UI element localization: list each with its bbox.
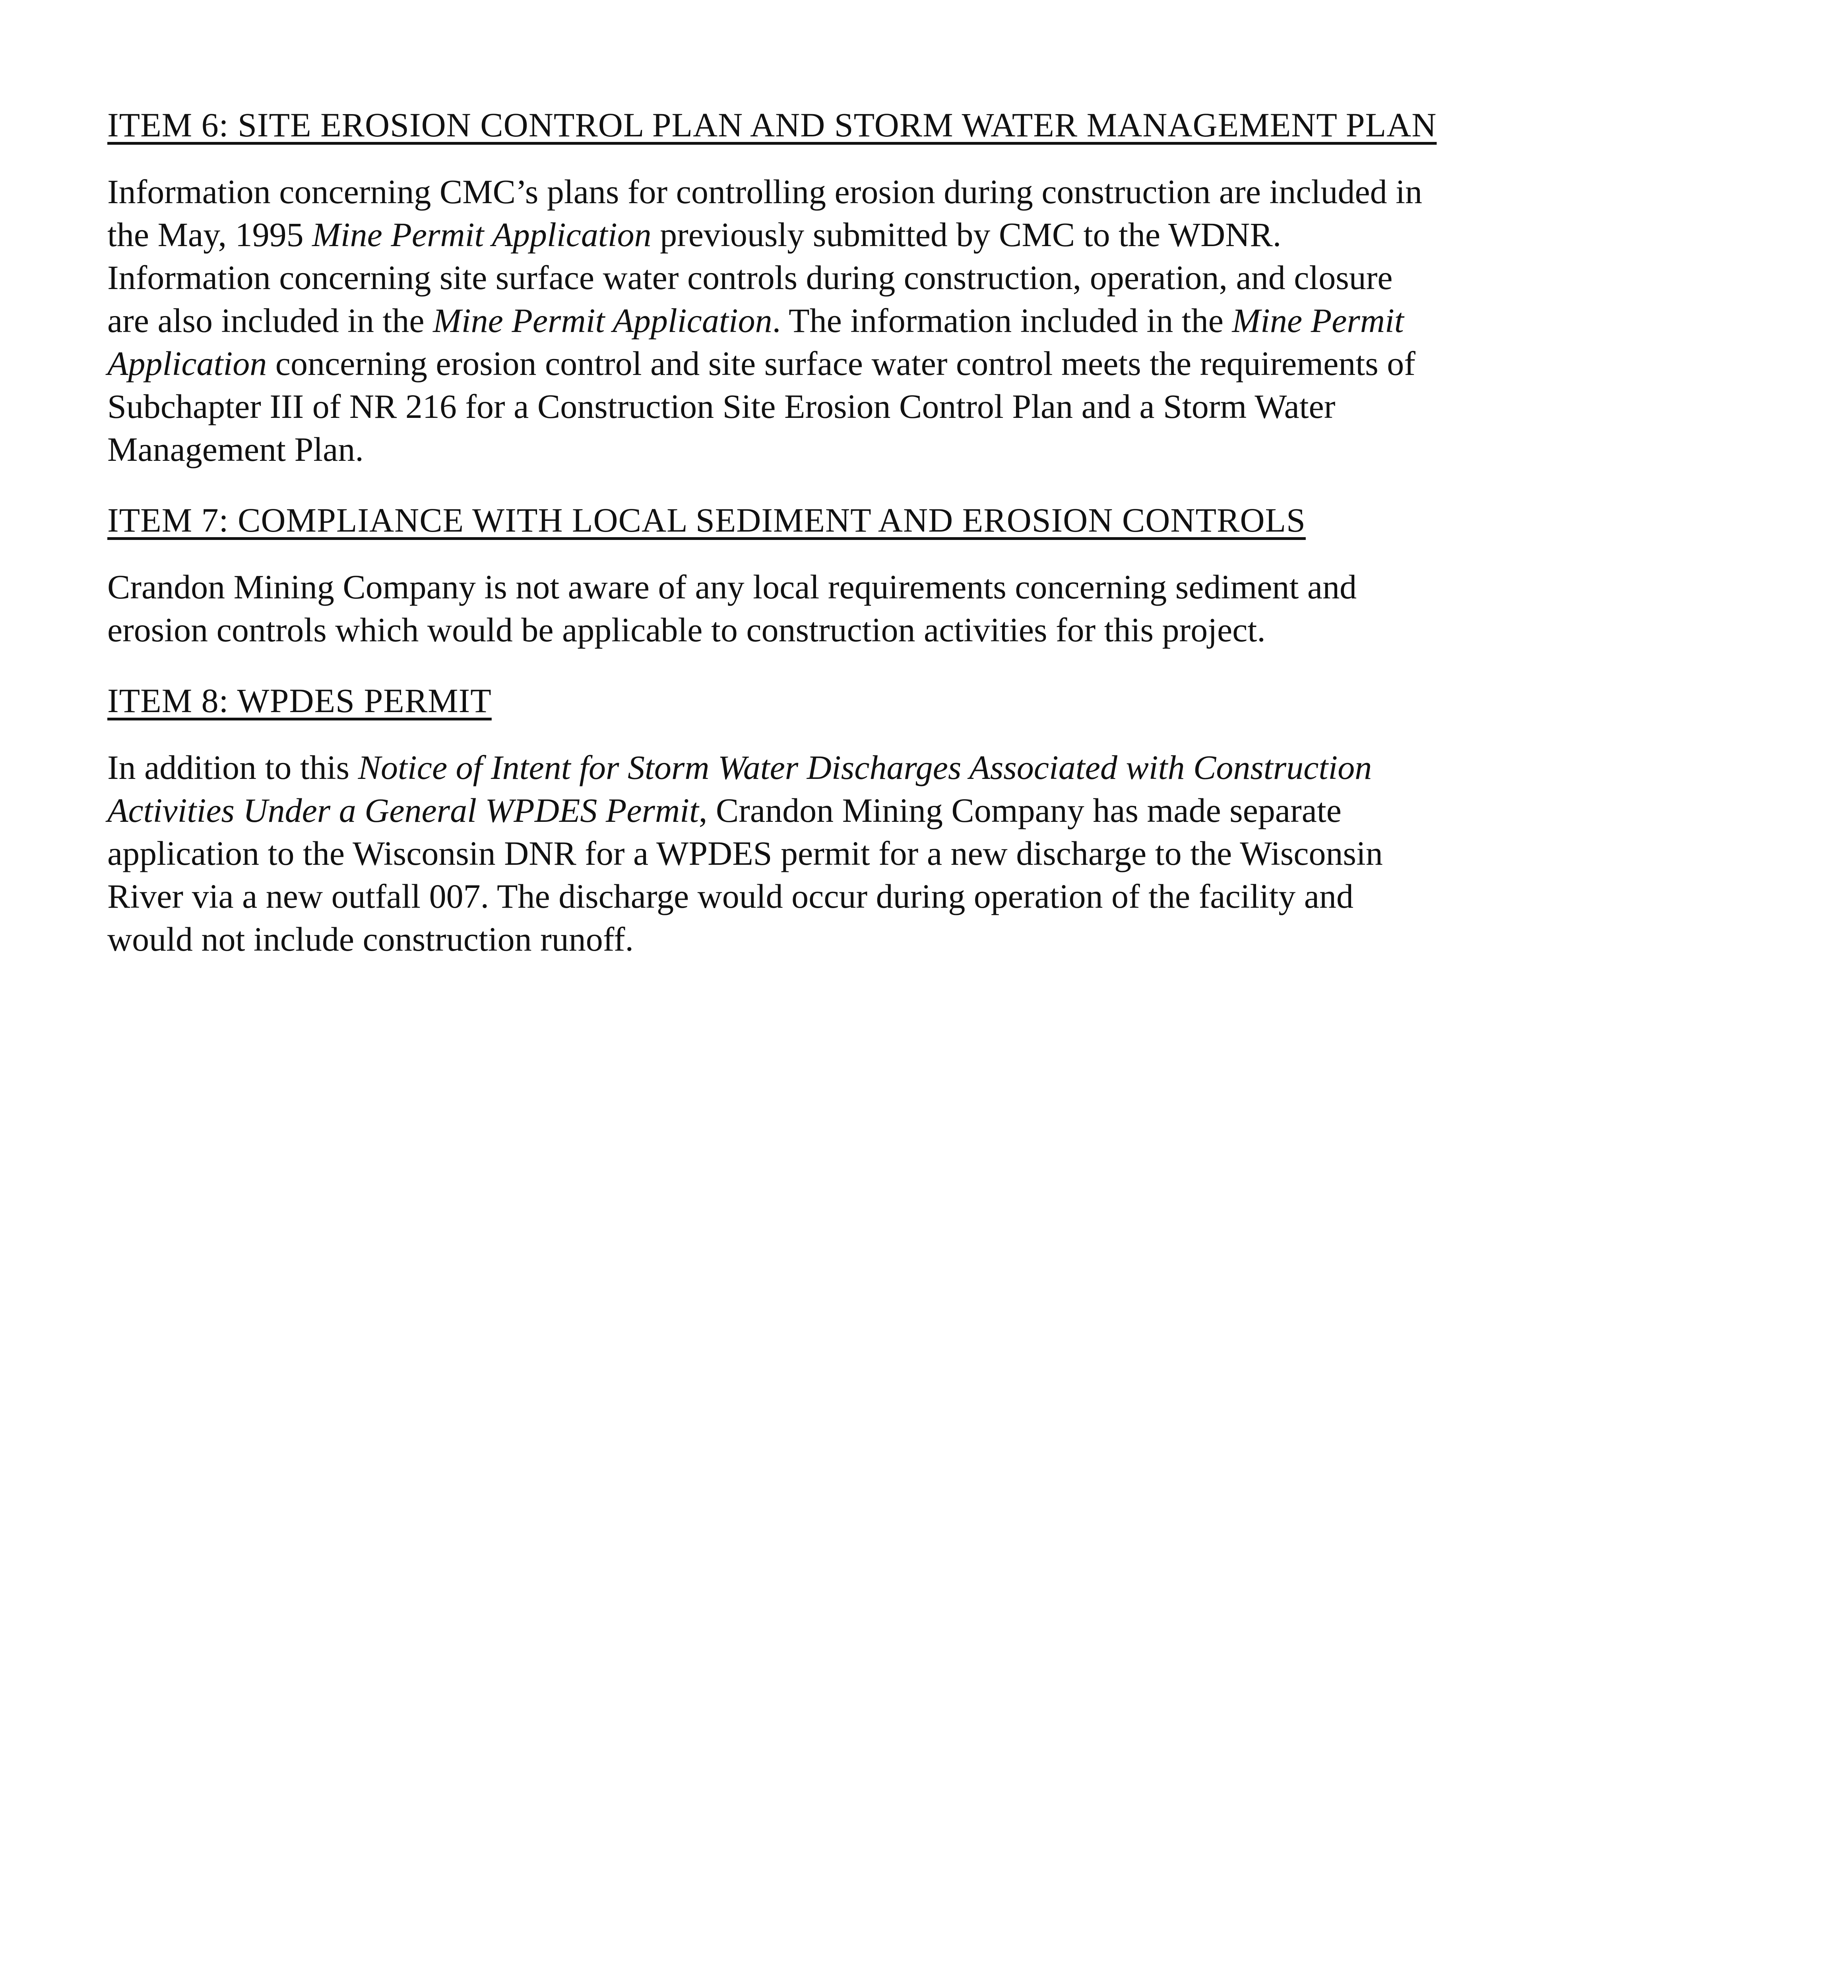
text-run: In addition to this (107, 748, 358, 786)
item-8-heading: ITEM 8: WPDES PERMIT (107, 681, 492, 720)
paragraph-line (107, 789, 1658, 832)
text-run: would not include construction runoff. (107, 920, 634, 958)
italic-title: Mine Permit (1232, 301, 1404, 340)
italic-title: Mine Permit Application (433, 301, 772, 340)
italic-title: Application (107, 344, 267, 382)
section-spacer (107, 651, 1658, 679)
paragraph-line (107, 428, 1658, 471)
text-run: are also included in the (107, 301, 433, 340)
text-run: , Crandon Mining Company has made separate (698, 791, 1342, 829)
text-run: erosion controls which would be applicable to construction activities for this project. (107, 611, 1266, 649)
text-run: Subchapter III of NR 216 for a Construction Site Erosion Control Plan and a Storm Water (107, 387, 1336, 425)
text-run: the May, 1995 (107, 215, 312, 254)
text-run: Information concerning CMC’s plans for controlling erosion during construction are included in (107, 173, 1422, 211)
paragraph-line (107, 385, 1658, 428)
paragraph-line (107, 170, 1658, 213)
paragraph-line (107, 608, 1658, 651)
section-spacer (107, 471, 1658, 499)
item-6-paragraph (107, 170, 1658, 471)
text-run: . The information included in the (772, 301, 1232, 340)
italic-title: Mine Permit Application (312, 215, 652, 254)
paragraph-line (107, 342, 1658, 385)
paragraph-line (107, 213, 1658, 256)
text-run: application to the Wisconsin DNR for a WPDES permit for a new discharge to the Wisconsin (107, 834, 1383, 872)
italic-title: Activities Under a General WPDES Permit (107, 791, 699, 829)
paragraph-line (107, 832, 1658, 875)
item-7-paragraph (107, 565, 1658, 651)
paragraph-line (107, 299, 1658, 342)
paragraph-line (107, 875, 1658, 918)
paragraph-line (107, 565, 1658, 608)
text-run: concerning erosion control and site surface water control meets the requirements of (267, 344, 1416, 382)
text-run: River via a new outfall 007. The discharge would occur during operation of the facility and (107, 877, 1354, 915)
document-body (107, 103, 1658, 961)
item-8-paragraph (107, 746, 1658, 961)
paragraph-line (107, 918, 1658, 961)
text-run: Management Plan. (107, 430, 364, 468)
item-6-heading: ITEM 6: SITE EROSION CONTROL PLAN AND STORM WATER MANAGEMENT PLAN (107, 106, 1437, 144)
text-run: Information concerning site surface water controls during construction, operation, and closure (107, 258, 1393, 297)
italic-title: Notice of Intent for Storm Water Discharges Associated with Construction (358, 748, 1372, 786)
item-7-heading: ITEM 7: COMPLIANCE WITH LOCAL SEDIMENT AND EROSION CONTROLS (107, 501, 1306, 539)
paragraph-line (107, 256, 1658, 299)
paragraph-line (107, 746, 1658, 789)
text-run: Crandon Mining Company is not aware of any local requirements concerning sediment and (107, 568, 1357, 606)
text-run: previously submitted by CMC to the WDNR. (651, 215, 1282, 254)
